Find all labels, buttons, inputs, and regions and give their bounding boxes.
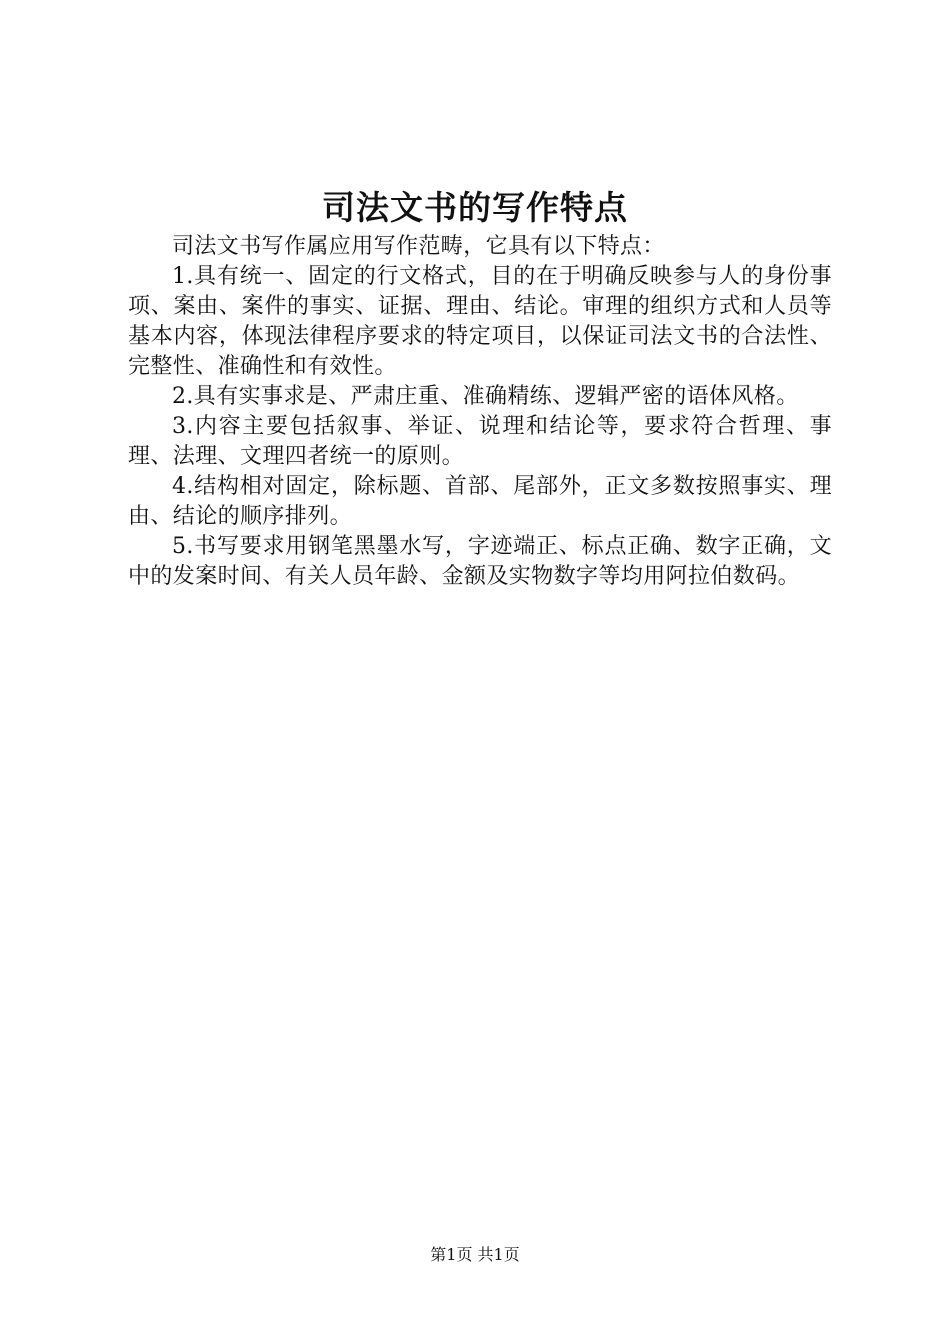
point-4-paragraph: 4.结构相对固定，除标题、首部、尾部外，正文多数按照事实、理由、结论的顺序排列。 [128, 474, 832, 529]
point-5-paragraph: 5.书写要求用钢笔黑墨水写，字迹端正、标点正确、数字正确，文中的发案时间、有关人员年龄、金额及实物数字等均用阿拉伯数码。 [128, 534, 832, 589]
point-3-paragraph: 3.内容主要包括叙事、举证、说理和结论等，要求符合哲理、事理、法理、文理四者统一的原则。 [128, 414, 832, 469]
point-1-paragraph: 1.具有统一、固定的行文格式，目的在于明确反映参与人的身份事项、案由、案件的事实、证据、理由、结论。审理的组织方式和人员等基本内容，体现法律程序要求的特定项目，以保证司法文书的合法性、完整性、准确性和有效性。 [128, 264, 832, 379]
document-body [128, 232, 832, 592]
intro-paragraph: 司法文书写作属应用写作范畴，它具有以下特点： [172, 234, 665, 259]
document-title: 司法文书的写作特点 [322, 188, 628, 227]
point-2-paragraph: 2.具有实事求是、严肃庄重、准确精练、逻辑严密的语体风格。 [172, 384, 799, 409]
page-number-footer: 第1页 共1页 [430, 1245, 520, 1264]
